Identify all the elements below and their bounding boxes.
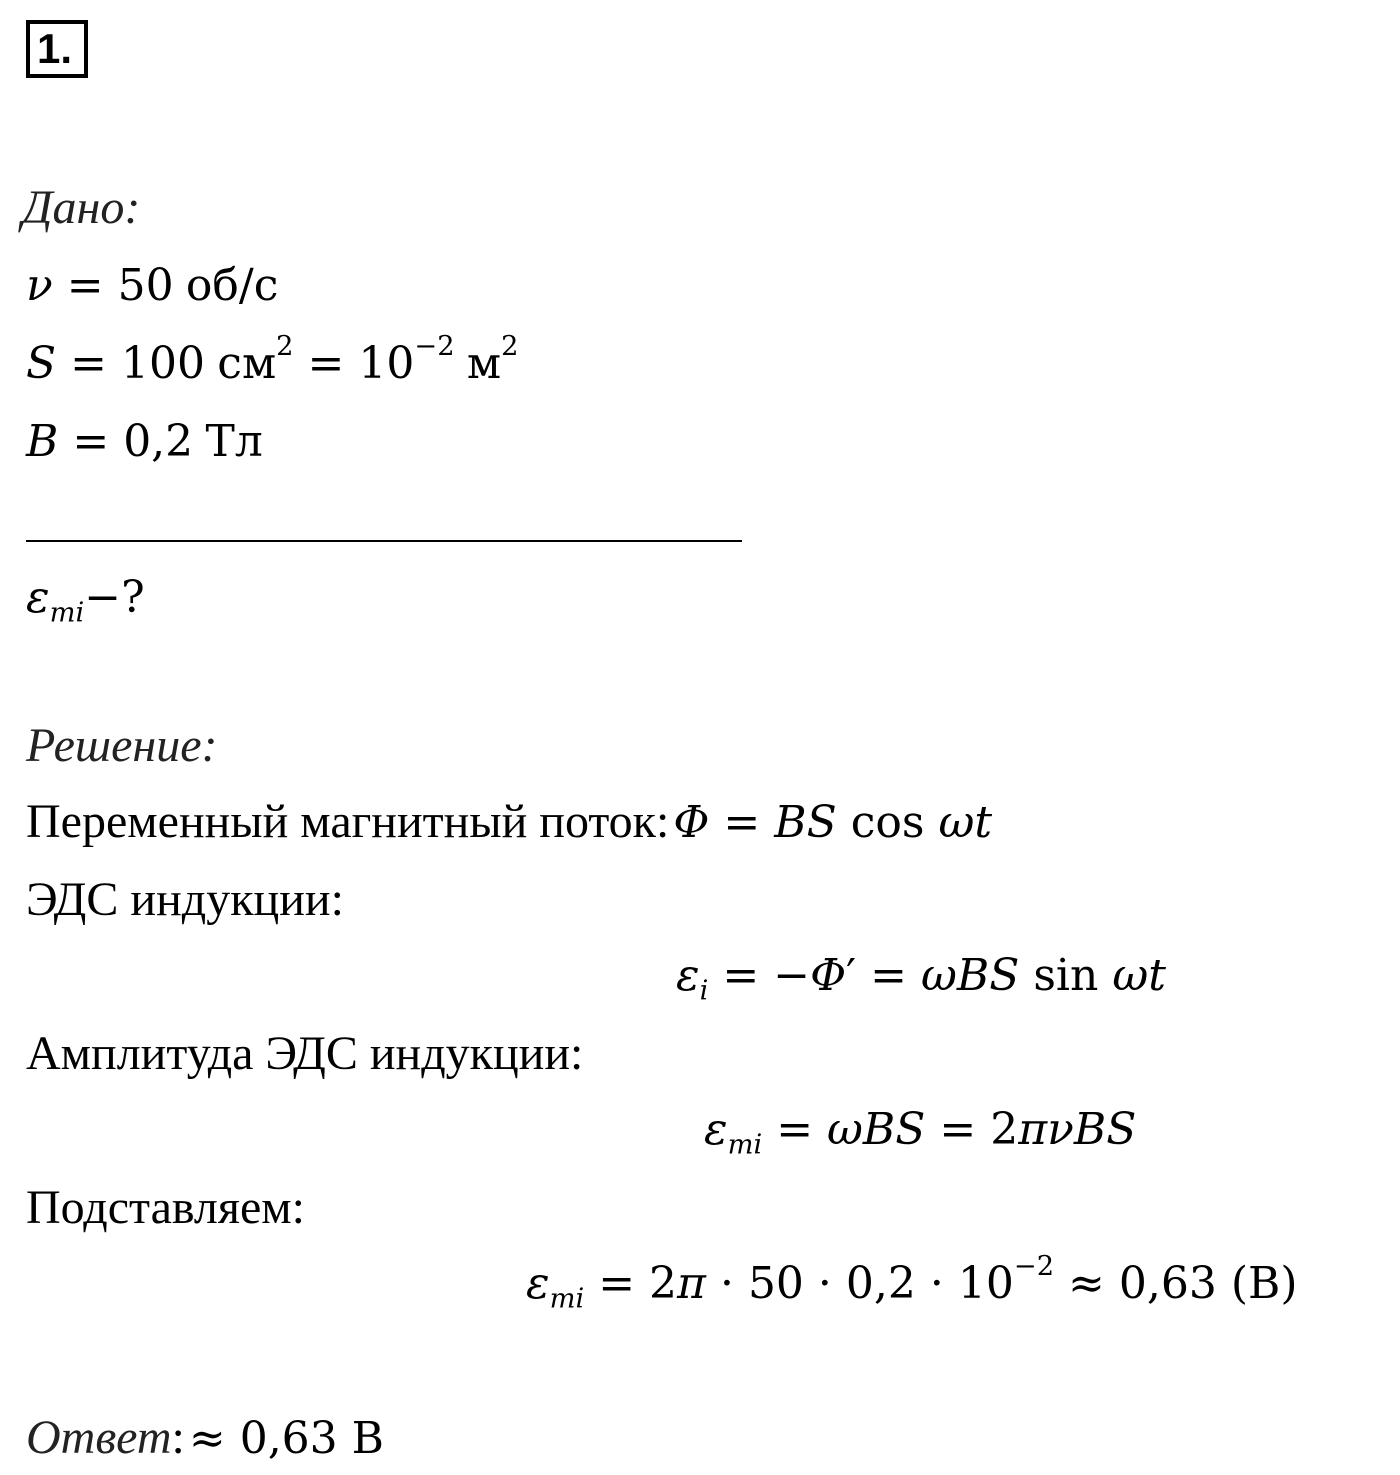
amplitude-text: Амплитуда ЭДС индукции: (26, 1027, 584, 1080)
flux-text: Переменный магнитный поток: (26, 795, 670, 848)
calc-power-exp: −2 (1013, 1250, 1055, 1282)
given-label-text: Дано (22, 181, 125, 234)
s-si-base: 10 (358, 338, 415, 389)
emf-text: ЭДС индукции: (26, 873, 344, 926)
answer-value: ≈ 0,63 В (188, 1413, 384, 1464)
emf-formula: $\varepsilon_i = -\Phi' = \omega BS$ sin ωt (676, 950, 1166, 1007)
nu-value: 50 (117, 260, 174, 311)
nu-unit: об/с (185, 260, 279, 311)
s-si-unit: м (466, 338, 502, 389)
calc-result: 0,63 (1118, 1258, 1217, 1309)
s-value: 100 (121, 338, 205, 389)
b-unit: Тл (205, 416, 263, 467)
answer-line: Ответ: ≈ 0,63 В (26, 1411, 384, 1464)
s-si-exp: −2 (414, 330, 455, 362)
substitute-text: Подставляем: (26, 1181, 305, 1234)
calc-power-base: 10 (957, 1258, 1014, 1309)
given-area: S = 100 $см^2 = 10^{-2}$ $м^2$ (26, 330, 519, 389)
problem-number: 1. (26, 20, 88, 78)
given-field: B = 0,2 Тл (26, 416, 263, 467)
find-line: $\varepsilon_{mi}-$? (26, 572, 145, 629)
flux-line (26, 794, 992, 849)
given-nu: ν = 50 об/с (26, 260, 279, 311)
given-separator (26, 540, 742, 542)
given-label: Дано: (22, 181, 141, 234)
b-value: 0,2 (123, 416, 194, 467)
find-text: −? (84, 572, 145, 623)
s-unit-exp: 2 (276, 330, 294, 362)
calc-b: 0,2 (845, 1258, 916, 1309)
s-si-unit-exp: 2 (501, 330, 519, 362)
solution-label-text: Решение (26, 719, 202, 772)
s-unit: см (217, 338, 277, 389)
flux-formula: Φ = BS cos ωt (673, 797, 992, 848)
solution-label: Решение: (26, 719, 218, 772)
calc-nu: 50 (747, 1258, 804, 1309)
calculation-formula: $\varepsilon_{mi} = 2\pi \cdot 50 \cdot 0,2 \cdot 10^{-2} \approx 0,63$ (В) (526, 1250, 1298, 1315)
answer-label: Ответ (26, 1411, 172, 1464)
calc-unit: (В) (1230, 1258, 1298, 1309)
amplitude-formula: $\varepsilon_{mi} = \omega BS = 2\pi\nu BS$ (704, 1104, 1137, 1161)
